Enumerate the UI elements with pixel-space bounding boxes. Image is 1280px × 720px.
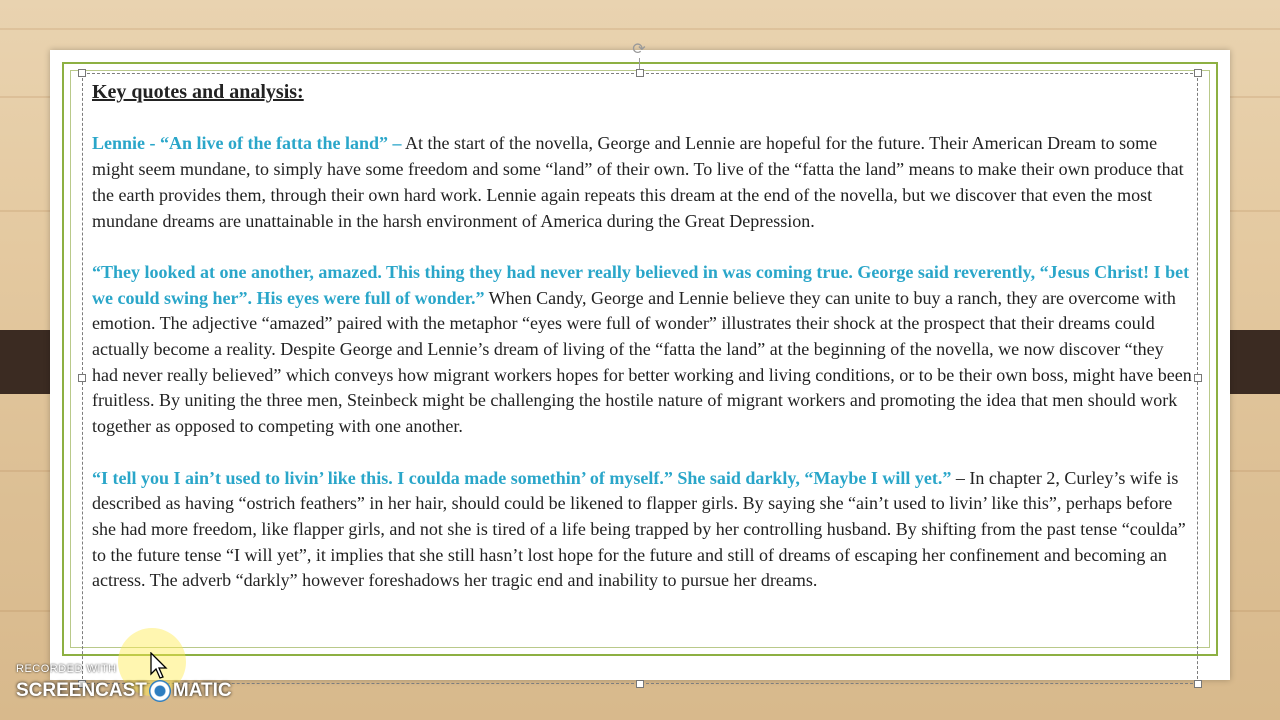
mouse-pointer-icon [150,652,170,680]
quote-text: “They looked at one another, amazed. This thing they had never really believed in was coming true. George said reverently, “Jesus Christ! I bet we could swing her”. His eyes were full of wonder.” [92,261,1190,308]
textbox-content[interactable] [92,80,1192,594]
watermark-recorded-label: RECORDED WITH [16,663,117,675]
quote-text: “I tell you I ain’t used to livin’ like this. I coulda made somethin’ of myself.” She said darkly, “Maybe I will yet.” [92,467,952,488]
quote-text: Lennie - “An live of the fatta the land” – [92,133,402,154]
resize-handle-top-left[interactable] [78,69,86,77]
analysis-text: – In chapter 2, Curley’s wife is described as having “ostrich feathers” in her hair, should could be likened to flapper girls. By saying she “ain’t used to livin’ like this”, perhaps before she had more freedom, like flapper girls, and not she is tired of a life being trapped by her controlling husband. By shifting from the past tense “coulda” to the future tense “I will yet”, it implies that she still hasn’t lost hope for the future and still of dreams of escaping her confinement and becoming an actress. The adverb “darkly” however foreshadows her tragic end and inability to pursue her dreams. [92,467,1186,591]
watermark-brand-right: MATIC [172,680,232,701]
watermark-brand-left: SCREENCAST [16,680,147,701]
resize-handle-bottom-middle[interactable] [636,680,644,688]
resize-handle-top-middle[interactable] [636,69,644,77]
analysis-paragraph [92,131,1192,234]
analysis-text: At the start of the novella, George and Lennie are hopeful for the future. Their American Dream to some might seem mundane, to simply have some freedom and some “land” of their own. To live of the “fatta the land” means to make their own produce that the earth provides them, through their own hard work. Lennie again repeats this dream at the end of the novella, but we discover that even the most mundane dreams are unattainable in the harsh environment of America during the Great Depression. [92,133,1184,231]
resize-handle-bottom-right[interactable] [1194,680,1202,688]
page-title: Key quotes and analysis: [92,81,304,103]
rotate-handle-icon[interactable]: ⟳ [632,39,646,58]
analysis-text: When Candy, George and Lennie believe they can unite to buy a ranch, they are overcome with emotion. The adjective “amazed” paired with the metaphor “eyes were full of wonder” illustrates their shock at the prospect that their dreams could actually become a reality. Despite George and Lennie’s dream of living of the “fatta the land” at the beginning of the novella, we now discover “they had never really believed” which conveys how migrant workers hopes for better working and living conditions, or to be their own boss, might have been fruitless. By uniting the three men, Steinbeck might be challenging the hostile nature of migrant workers and promoting the idea that men should work together as opposed to competing with one another. [92,287,1192,437]
resize-handle-top-right[interactable] [1194,69,1202,77]
watermark-logo [16,680,232,702]
screencast-o-matic-logo-icon [149,680,171,702]
resize-handle-middle-right[interactable] [1194,374,1202,382]
analysis-paragraph [92,466,1192,595]
analysis-paragraph [92,260,1192,440]
resize-handle-middle-left[interactable] [78,374,86,382]
